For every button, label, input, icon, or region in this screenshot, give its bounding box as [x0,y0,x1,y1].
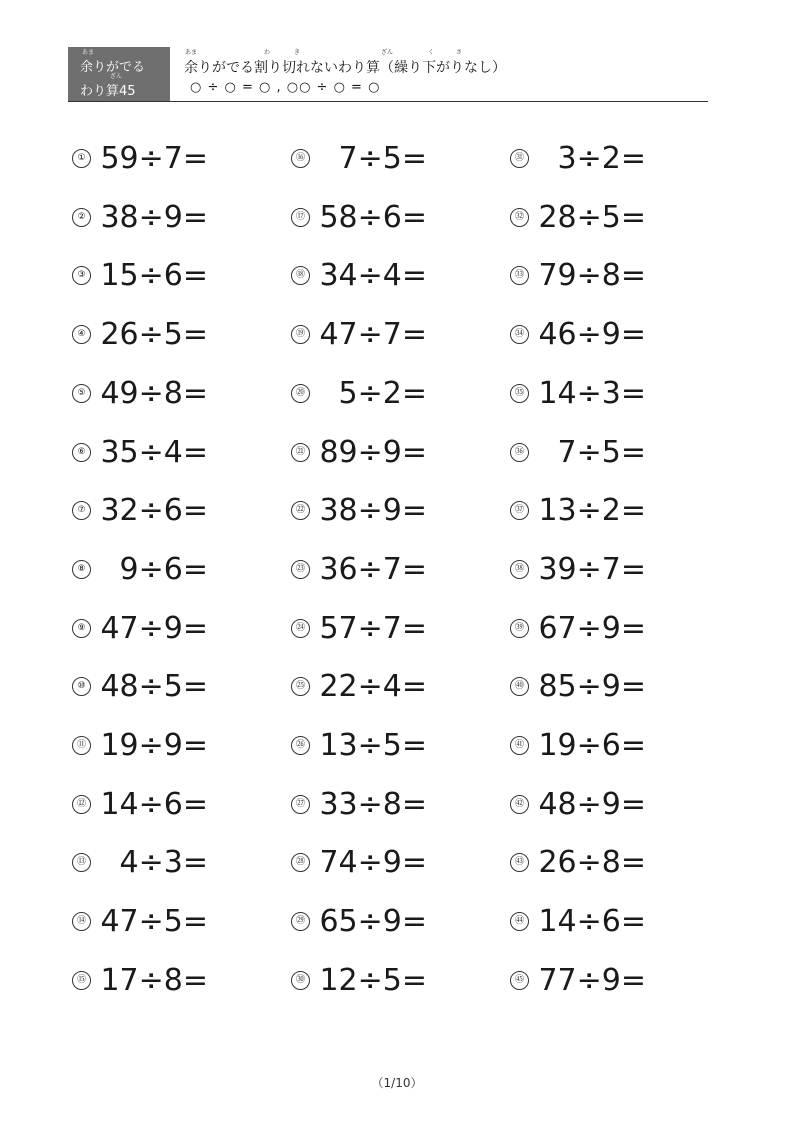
problem-item [72,492,282,532]
problem-item [510,903,720,943]
problem-item [72,140,282,180]
problem-item [291,492,501,532]
problem-number: ⑳ [291,384,310,403]
problem-expression: 47÷7= [319,317,427,353]
problem-expression: 48÷9= [538,786,646,822]
problem-expression: 19÷6= [538,728,646,763]
problem-item [510,551,720,591]
page-title: 余りがでる割り切れないわり算（繰り下がりなし） [184,60,506,76]
problem-number: ㉚ [291,971,310,990]
problem-number: ㉔ [291,619,310,638]
problem-number: ① [72,149,91,168]
problem-item [72,199,282,239]
problem-number: ⑤ [72,384,91,403]
problem-item [72,375,282,415]
problem-item [510,786,720,826]
problem-item [510,199,720,239]
problem-item [291,610,501,650]
problem-item [510,610,720,650]
problem-number: ⑥ [72,443,91,462]
problem-expression: 48÷5= [100,669,208,705]
problem-number: ⑱ [291,266,310,285]
problem-item [510,316,720,356]
page-subtitle: ○ ÷ ○ = ○ , ○○ ÷ ○ = ○ [190,80,381,95]
problem-expression: 38÷9= [319,493,427,529]
problem-expression: 47÷9= [100,610,208,646]
problem-item [291,199,501,239]
problem-item [72,257,282,297]
title-ruby-ki: き [294,49,301,56]
problem-number: ㊳ [510,560,529,579]
problem-item [510,727,720,767]
title-ruby-wa: わ [264,49,271,56]
badge-ruby-zan: ざん [110,73,123,80]
problem-expression: 67÷9= [538,610,646,646]
problem-item [291,551,501,591]
problem-item [291,375,501,415]
problem-number: ㊶ [510,736,529,755]
title-ruby-sa: さ [456,49,463,56]
problem-number: ⑬ [72,853,91,872]
problem-number: ㉘ [291,853,310,872]
badge-ruby-ama: あま [82,49,95,56]
problem-expression: 4÷3= [119,845,208,881]
problem-expression: 13÷5= [319,728,427,763]
problem-expression: 15÷6= [100,258,208,294]
problem-number: ㉑ [291,443,310,462]
problem-number: ㊹ [510,912,529,931]
problem-number: ㊱ [510,443,529,462]
problem-number: ③ [72,266,91,285]
problem-item [291,844,501,884]
problem-expression: 58÷6= [319,199,427,235]
problem-item [72,610,282,650]
problem-expression: 36÷7= [319,551,427,587]
problem-number: ⑪ [72,736,91,755]
problem-number: ㉖ [291,736,310,755]
problem-item [72,844,282,884]
problem-expression: 79÷8= [538,258,646,294]
problem-expression: 74÷9= [319,845,427,881]
problem-item [510,492,720,532]
problem-number: ⑲ [291,325,310,344]
problem-expression: 35÷4= [100,434,208,470]
problem-number: ⑨ [72,619,91,638]
problem-number: ⑮ [72,971,91,990]
problem-number: ㊵ [510,677,529,696]
problem-item [72,786,282,826]
problem-number: ⑯ [291,149,310,168]
title-ruby-ku: く [428,49,435,56]
problem-number: ⑰ [291,208,310,227]
problem-number: ㉜ [510,208,529,227]
problem-number: ㉒ [291,501,310,520]
problem-number: ㉟ [510,384,529,403]
problem-item [510,257,720,297]
problem-item [291,140,501,180]
problem-number: ② [72,208,91,227]
title-ruby-zan: ざん [381,49,394,56]
problem-expression: 57÷7= [319,610,427,646]
problem-number: ⑧ [72,560,91,579]
problem-number: ㉙ [291,912,310,931]
problem-number: ㉝ [510,266,529,285]
problem-expression: 47÷5= [100,904,208,940]
problem-expression: 7÷5= [557,434,646,470]
problem-expression: 33÷8= [319,786,427,822]
problem-number: ⑫ [72,795,91,814]
problem-expression: 13÷2= [538,493,646,529]
problem-item [291,316,501,356]
problem-number: ㉛ [510,149,529,168]
problem-item [510,434,720,474]
problem-expression: 28÷5= [538,199,646,235]
problem-number: ㉓ [291,560,310,579]
problem-item [510,962,720,1002]
problem-item [510,375,720,415]
problem-expression: 59÷7= [100,141,208,176]
problem-item [291,903,501,943]
badge-label-line1: 余りがでる [80,60,146,75]
problem-item [291,668,501,708]
problem-expression: 14÷6= [538,904,646,940]
problem-expression: 77÷9= [538,962,646,998]
problem-number: ㊸ [510,853,529,872]
problem-item [510,844,720,884]
problem-item [291,786,501,826]
problem-item [72,962,282,1002]
problem-expression: 14÷3= [538,375,646,411]
problem-number: ㊷ [510,795,529,814]
problem-expression: 12÷5= [319,962,427,998]
problem-expression: 65÷9= [319,904,427,940]
problem-number: ㉗ [291,795,310,814]
problem-expression: 85÷9= [538,669,646,705]
problem-item [72,434,282,474]
problem-item [72,903,282,943]
title-ruby-ama: あま [185,49,198,56]
problem-item [510,140,720,180]
problem-number: ⑩ [72,677,91,696]
problem-number: ㊲ [510,501,529,520]
problem-expression: 19÷9= [100,728,208,763]
problem-expression: 17÷8= [100,962,208,998]
problem-item [291,962,501,1002]
problem-item [510,668,720,708]
problem-item [291,434,501,474]
problem-number: ⑭ [72,912,91,931]
problem-number: ㉕ [291,677,310,696]
problem-expression: 3÷2= [557,141,646,176]
badge-label-line2: わり算45 [80,84,136,99]
problem-expression: 7÷5= [338,141,427,176]
problem-expression: 49÷8= [100,375,208,411]
problem-number: ㉞ [510,325,529,344]
problem-number: ㊴ [510,619,529,638]
problem-expression: 26÷5= [100,317,208,353]
problem-expression: 39÷7= [538,551,646,587]
page-number: （1/10） [371,1076,423,1090]
problem-item [72,668,282,708]
problem-expression: 14÷6= [100,786,208,822]
problem-expression: 34÷4= [319,258,427,294]
problem-item [291,257,501,297]
problem-expression: 9÷6= [119,551,208,587]
problem-number: ④ [72,325,91,344]
problem-expression: 38÷9= [100,199,208,235]
problem-expression: 89÷9= [319,434,427,470]
problem-number: ㊺ [510,971,529,990]
problem-item [72,316,282,356]
problem-number: ⑦ [72,501,91,520]
problem-item [72,727,282,767]
problem-expression: 46÷9= [538,317,646,353]
problem-expression: 22÷4= [319,669,427,705]
problem-expression: 26÷8= [538,845,646,881]
problem-expression: 5÷2= [338,375,427,411]
problem-expression: 32÷6= [100,493,208,529]
problem-item [72,551,282,591]
problem-item [291,727,501,767]
